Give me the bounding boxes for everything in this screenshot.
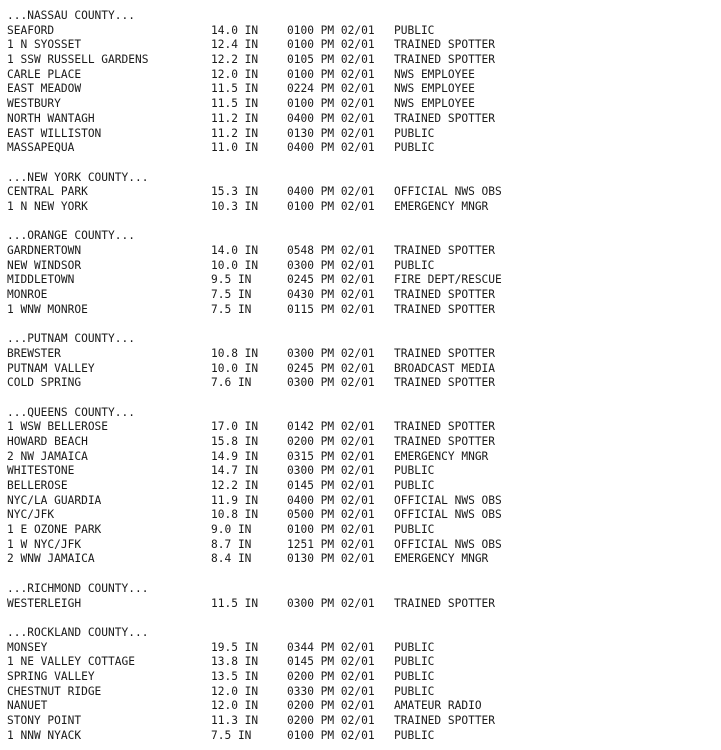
time-cell: 0200 PM 02/01 bbox=[287, 699, 375, 713]
location-cell: 2 WNW JAMAICA bbox=[7, 552, 95, 566]
source-cell: TRAINED SPOTTER bbox=[394, 111, 496, 125]
source-cell: TRAINED SPOTTER bbox=[394, 244, 496, 257]
amount-cell: 10.8 IN bbox=[211, 346, 259, 360]
report-row bbox=[7, 523, 524, 538]
location-cell: BREWSTER bbox=[7, 346, 61, 360]
source-cell: PUBLIC bbox=[394, 464, 435, 478]
time-cell: 0300 PM 02/01 bbox=[287, 596, 375, 610]
county-section bbox=[7, 171, 524, 215]
location-cell: 1 WSW BELLEROSE bbox=[7, 420, 109, 434]
time-cell: 0200 PM 02/01 bbox=[287, 434, 375, 448]
amount-cell: 7.5 IN bbox=[211, 288, 252, 302]
county-section bbox=[7, 9, 524, 156]
location-cell: WHITESTONE bbox=[7, 464, 75, 478]
report-row bbox=[7, 494, 524, 509]
report-row bbox=[7, 303, 524, 318]
report-row bbox=[7, 670, 524, 685]
amount-cell: 11.9 IN bbox=[211, 493, 259, 507]
source-cell: NWS EMPLOYEE bbox=[394, 97, 475, 111]
source-cell: TRAINED SPOTTER bbox=[394, 596, 496, 610]
report-row bbox=[7, 508, 524, 523]
source-cell: TRAINED SPOTTER bbox=[394, 38, 496, 52]
location-cell: 1 W NYC/JFK bbox=[7, 537, 82, 551]
report-row bbox=[7, 450, 524, 465]
report-row bbox=[7, 127, 524, 142]
location-cell: MIDDLETOWN bbox=[7, 273, 75, 287]
county-section bbox=[7, 626, 524, 744]
source-cell: OFFICIAL NWS OBS bbox=[394, 493, 502, 507]
amount-cell: 17.0 IN bbox=[211, 420, 259, 434]
time-cell: 0145 PM 02/01 bbox=[287, 479, 375, 492]
report-row bbox=[7, 200, 524, 215]
location-cell: GARDNERTOWN bbox=[7, 244, 82, 257]
location-cell: MASSAPEQUA bbox=[7, 141, 75, 155]
county-section bbox=[7, 406, 524, 568]
time-cell: 0548 PM 02/01 bbox=[287, 244, 375, 257]
report-row bbox=[7, 641, 524, 656]
county-header: ...NASSAU COUNTY... bbox=[7, 9, 135, 22]
source-cell: FIRE DEPT/RESCUE bbox=[394, 273, 502, 287]
time-cell: 0315 PM 02/01 bbox=[287, 449, 375, 463]
source-cell: EMERGENCY MNGR bbox=[394, 552, 489, 566]
source-cell: TRAINED SPOTTER bbox=[394, 288, 496, 302]
source-cell: PUBLIC bbox=[394, 479, 435, 492]
time-cell: 0300 PM 02/01 bbox=[287, 258, 375, 272]
report-row bbox=[7, 597, 524, 612]
time-cell: 0300 PM 02/01 bbox=[287, 464, 375, 478]
amount-cell: 12.0 IN bbox=[211, 684, 259, 698]
report-row bbox=[7, 464, 524, 479]
report-row bbox=[7, 259, 524, 274]
source-cell: TRAINED SPOTTER bbox=[394, 420, 496, 434]
source-cell: EMERGENCY MNGR bbox=[394, 199, 489, 213]
amount-cell: 8.4 IN bbox=[211, 552, 252, 566]
time-cell: 0130 PM 02/01 bbox=[287, 126, 375, 140]
time-cell: 0400 PM 02/01 bbox=[287, 141, 375, 155]
time-cell: 0400 PM 02/01 bbox=[287, 493, 375, 507]
report-row bbox=[7, 479, 524, 494]
source-cell: PUBLIC bbox=[394, 23, 435, 37]
time-cell: 0100 PM 02/01 bbox=[287, 23, 375, 37]
source-cell: PUBLIC bbox=[394, 728, 435, 742]
location-cell: NEW WINDSOR bbox=[7, 258, 82, 272]
snowfall-report bbox=[7, 9, 524, 743]
time-cell: 0300 PM 02/01 bbox=[287, 376, 375, 390]
amount-cell: 10.0 IN bbox=[211, 258, 259, 272]
source-cell: PUBLIC bbox=[394, 523, 435, 537]
time-cell: 0105 PM 02/01 bbox=[287, 53, 375, 67]
report-row bbox=[7, 552, 524, 567]
amount-cell: 11.2 IN bbox=[211, 126, 259, 140]
time-cell: 0115 PM 02/01 bbox=[287, 302, 375, 316]
amount-cell: 15.8 IN bbox=[211, 434, 259, 448]
source-cell: PUBLIC bbox=[394, 126, 435, 140]
source-cell: TRAINED SPOTTER bbox=[394, 376, 496, 390]
source-cell: NWS EMPLOYEE bbox=[394, 82, 475, 96]
source-cell: PUBLIC bbox=[394, 669, 435, 683]
location-cell: EAST MEADOW bbox=[7, 82, 82, 96]
report-row bbox=[7, 655, 524, 670]
time-cell: 1251 PM 02/01 bbox=[287, 537, 375, 551]
location-cell: 1 N NEW YORK bbox=[7, 199, 88, 213]
location-cell: EAST WILLISTON bbox=[7, 126, 102, 140]
source-cell: PUBLIC bbox=[394, 141, 435, 155]
time-cell: 0224 PM 02/01 bbox=[287, 82, 375, 96]
report-row bbox=[7, 244, 524, 259]
report-row bbox=[7, 538, 524, 553]
source-cell: TRAINED SPOTTER bbox=[394, 53, 496, 67]
report-row bbox=[7, 273, 524, 288]
report-row bbox=[7, 420, 524, 435]
location-cell: SEAFORD bbox=[7, 23, 55, 37]
location-cell: NYC/JFK bbox=[7, 508, 55, 522]
time-cell: 0145 PM 02/01 bbox=[287, 655, 375, 669]
report-row bbox=[7, 362, 524, 377]
location-cell: HOWARD BEACH bbox=[7, 434, 88, 448]
amount-cell: 11.0 IN bbox=[211, 141, 259, 155]
location-cell: CENTRAL PARK bbox=[7, 185, 88, 199]
amount-cell: 7.6 IN bbox=[211, 376, 252, 390]
source-cell: OFFICIAL NWS OBS bbox=[394, 537, 502, 551]
location-cell: NANUET bbox=[7, 699, 48, 713]
amount-cell: 10.8 IN bbox=[211, 508, 259, 522]
report-row bbox=[7, 82, 524, 97]
county-header: ...ROCKLAND COUNTY... bbox=[7, 625, 149, 639]
source-cell: AMATEUR RADIO bbox=[394, 699, 482, 713]
location-cell: NYC/LA GUARDIA bbox=[7, 493, 102, 507]
county-header: ...ORANGE COUNTY... bbox=[7, 229, 135, 243]
location-cell: BELLEROSE bbox=[7, 479, 68, 492]
source-cell: PUBLIC bbox=[394, 640, 435, 654]
amount-cell: 10.0 IN bbox=[211, 361, 259, 375]
amount-cell: 8.7 IN bbox=[211, 537, 252, 551]
report-row bbox=[7, 685, 524, 700]
time-cell: 0100 PM 02/01 bbox=[287, 199, 375, 213]
report-row bbox=[7, 376, 524, 391]
time-cell: 0100 PM 02/01 bbox=[287, 67, 375, 81]
county-section bbox=[7, 229, 524, 317]
report-row bbox=[7, 185, 524, 200]
source-cell: TRAINED SPOTTER bbox=[394, 434, 496, 448]
source-cell: TRAINED SPOTTER bbox=[394, 714, 496, 727]
location-cell: STONY POINT bbox=[7, 714, 82, 727]
amount-cell: 9.0 IN bbox=[211, 523, 252, 537]
location-cell: MONROE bbox=[7, 288, 48, 302]
amount-cell: 11.5 IN bbox=[211, 596, 259, 610]
amount-cell: 14.0 IN bbox=[211, 244, 259, 257]
county-header: ...NEW YORK COUNTY... bbox=[7, 170, 149, 184]
location-cell: 1 E OZONE PARK bbox=[7, 523, 102, 537]
report-row bbox=[7, 714, 524, 729]
time-cell: 0100 PM 02/01 bbox=[287, 97, 375, 111]
location-cell: 1 NE VALLEY COTTAGE bbox=[7, 655, 135, 669]
time-cell: 0344 PM 02/01 bbox=[287, 640, 375, 654]
location-cell: COLD SPRING bbox=[7, 376, 82, 390]
source-cell: OFFICIAL NWS OBS bbox=[394, 185, 502, 199]
source-cell: PUBLIC bbox=[394, 655, 435, 669]
county-header: ...RICHMOND COUNTY... bbox=[7, 581, 149, 595]
time-cell: 0400 PM 02/01 bbox=[287, 185, 375, 199]
amount-cell: 10.3 IN bbox=[211, 199, 259, 213]
time-cell: 0300 PM 02/01 bbox=[287, 346, 375, 360]
time-cell: 0200 PM 02/01 bbox=[287, 669, 375, 683]
amount-cell: 14.7 IN bbox=[211, 464, 259, 478]
location-cell: MONSEY bbox=[7, 640, 48, 654]
source-cell: NWS EMPLOYEE bbox=[394, 67, 475, 81]
county-section bbox=[7, 332, 524, 391]
amount-cell: 14.0 IN bbox=[211, 23, 259, 37]
report-row bbox=[7, 38, 524, 53]
report-row bbox=[7, 435, 524, 450]
time-cell: 0245 PM 02/01 bbox=[287, 361, 375, 375]
time-cell: 0100 PM 02/01 bbox=[287, 38, 375, 52]
time-cell: 0500 PM 02/01 bbox=[287, 508, 375, 522]
county-section bbox=[7, 582, 524, 611]
amount-cell: 19.5 IN bbox=[211, 640, 259, 654]
time-cell: 0430 PM 02/01 bbox=[287, 288, 375, 302]
amount-cell: 9.5 IN bbox=[211, 273, 252, 287]
amount-cell: 15.3 IN bbox=[211, 185, 259, 199]
source-cell: OFFICIAL NWS OBS bbox=[394, 508, 502, 522]
amount-cell: 11.2 IN bbox=[211, 111, 259, 125]
amount-cell: 11.3 IN bbox=[211, 714, 259, 727]
report-row bbox=[7, 729, 524, 744]
location-cell: 1 NNW NYACK bbox=[7, 728, 82, 742]
amount-cell: 7.5 IN bbox=[211, 728, 252, 742]
amount-cell: 12.2 IN bbox=[211, 53, 259, 67]
amount-cell: 7.5 IN bbox=[211, 302, 252, 316]
source-cell: PUBLIC bbox=[394, 258, 435, 272]
time-cell: 0330 PM 02/01 bbox=[287, 684, 375, 698]
amount-cell: 12.2 IN bbox=[211, 479, 259, 492]
time-cell: 0100 PM 02/01 bbox=[287, 523, 375, 537]
source-cell: BROADCAST MEDIA bbox=[394, 361, 496, 375]
source-cell: TRAINED SPOTTER bbox=[394, 346, 496, 360]
time-cell: 0245 PM 02/01 bbox=[287, 273, 375, 287]
location-cell: SPRING VALLEY bbox=[7, 669, 95, 683]
report-row bbox=[7, 24, 524, 39]
time-cell: 0400 PM 02/01 bbox=[287, 111, 375, 125]
location-cell: NORTH WANTAGH bbox=[7, 111, 95, 125]
amount-cell: 14.9 IN bbox=[211, 449, 259, 463]
location-cell: CHESTNUT RIDGE bbox=[7, 684, 102, 698]
report-row bbox=[7, 68, 524, 83]
source-cell: PUBLIC bbox=[394, 684, 435, 698]
location-cell: 1 SSW RUSSELL GARDENS bbox=[7, 53, 149, 67]
report-row bbox=[7, 112, 524, 127]
report-row bbox=[7, 97, 524, 112]
location-cell: WESTBURY bbox=[7, 97, 61, 111]
time-cell: 0200 PM 02/01 bbox=[287, 714, 375, 727]
location-cell: 1 N SYOSSET bbox=[7, 38, 82, 52]
time-cell: 0142 PM 02/01 bbox=[287, 420, 375, 434]
county-header: ...PUTNAM COUNTY... bbox=[7, 332, 135, 346]
report-row bbox=[7, 141, 524, 156]
report-row bbox=[7, 288, 524, 303]
amount-cell: 13.8 IN bbox=[211, 655, 259, 669]
time-cell: 0100 PM 02/01 bbox=[287, 728, 375, 742]
amount-cell: 11.5 IN bbox=[211, 97, 259, 111]
report-row bbox=[7, 53, 524, 68]
location-cell: 1 WNW MONROE bbox=[7, 302, 88, 316]
source-cell: TRAINED SPOTTER bbox=[394, 302, 496, 316]
county-header: ...QUEENS COUNTY... bbox=[7, 405, 135, 419]
report-row bbox=[7, 347, 524, 362]
source-cell: EMERGENCY MNGR bbox=[394, 449, 489, 463]
amount-cell: 12.4 IN bbox=[211, 38, 259, 52]
location-cell: PUTNAM VALLEY bbox=[7, 361, 95, 375]
amount-cell: 13.5 IN bbox=[211, 669, 259, 683]
report-row bbox=[7, 699, 524, 714]
amount-cell: 11.5 IN bbox=[211, 82, 259, 96]
location-cell: CARLE PLACE bbox=[7, 67, 82, 81]
amount-cell: 12.0 IN bbox=[211, 67, 259, 81]
location-cell: WESTERLEIGH bbox=[7, 596, 82, 610]
amount-cell: 12.0 IN bbox=[211, 699, 259, 713]
location-cell: 2 NW JAMAICA bbox=[7, 449, 88, 463]
time-cell: 0130 PM 02/01 bbox=[287, 552, 375, 566]
